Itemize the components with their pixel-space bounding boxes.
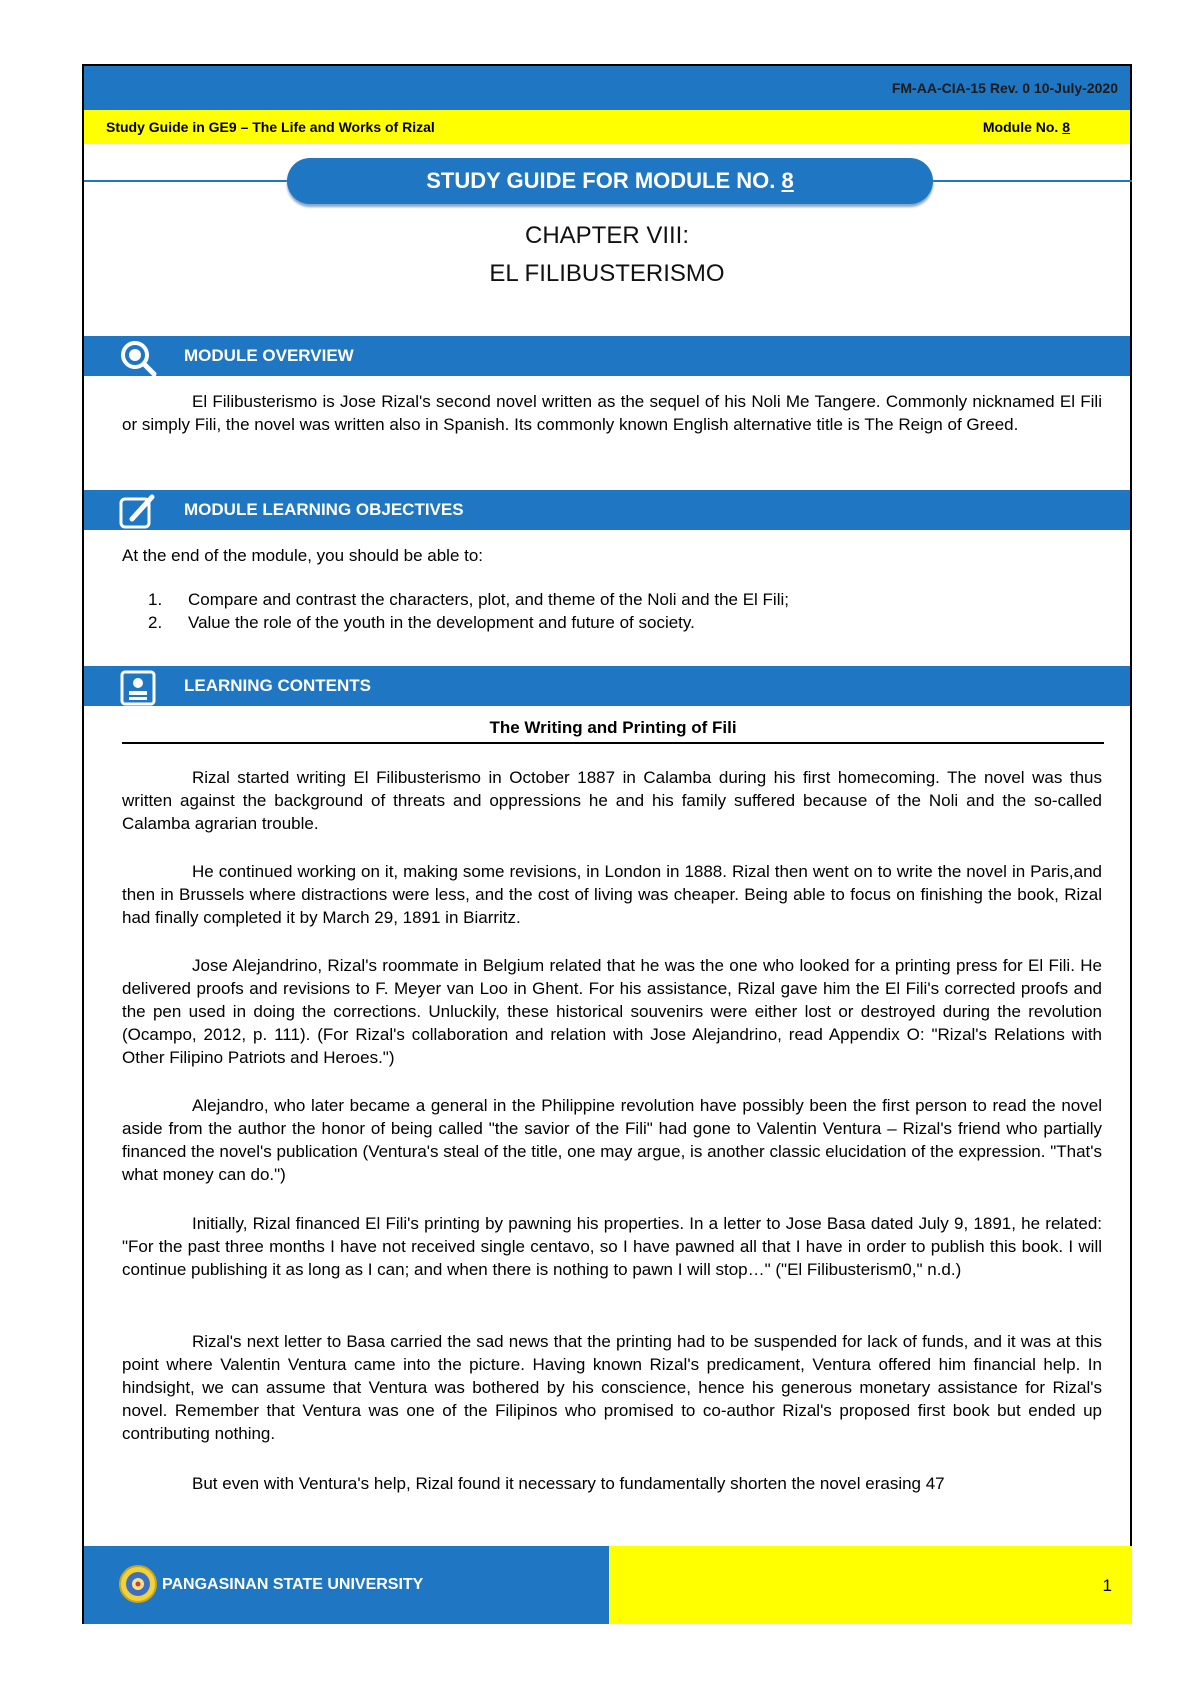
course-title: Study Guide in GE9 – The Life and Works of Rizal [106, 119, 435, 135]
banner-line-left [84, 180, 289, 182]
objectives-header [84, 490, 1130, 530]
subheading-rule [122, 742, 1104, 744]
content-paragraph: Alejandro, who later became a general in the Philippine revolution have possibly been the first person to read the novel aside from the author the honor of being called "the savior of the Fili" had gone to Valentin Ventura – Rizal's friend who partially financed the novel's publication (Ventura's steal of the title, one may argue, is another classic elucidation of the expression. "That's what money can do.") [122, 1096, 1102, 1184]
magnifier-icon [118, 338, 158, 378]
module-overview-header [84, 336, 1130, 376]
banner-line-right [931, 180, 1132, 182]
learning-contents-title: LEARNING CONTENTS [184, 676, 371, 695]
top-bar [84, 66, 1130, 110]
university-name: PANGASINAN STATE UNIVERSITY [162, 1576, 424, 1593]
course-bar [84, 110, 1130, 144]
form-code: FM-AA-CIA-15 Rev. 0 10-July-2020 [891, 80, 1118, 96]
module-number: 8 [1062, 119, 1070, 135]
content-paragraph: Initially, Rizal financed El Fili's printing by pawning his properties. In a letter to Jose Basa dated July 9, 1891, he related: "For the past three months I have not received single centavo, so I have pawned all that I have in order to publish this book. I will continue publishing it as long as I can; and when there is nothing to pawn I will stop…" ("El Filibusterism0," n.d.) [122, 1214, 1102, 1279]
chapter-number: CHAPTER VIII: [524, 222, 690, 249]
chapter-title: EL FILIBUSTERISMO [489, 260, 725, 287]
module-number-label: Module No. 8 [982, 119, 1070, 135]
content-paragraph: He continued working on it, making some revisions, in London in 1888. Rizal then went on to write the novel in Paris,and then in Brussels where distractions were less, and the cost of living was cheaper. Being able to focus on finishing the book, Rizal had finally completed it by March 29, 1891 in Biarritz. [122, 862, 1102, 927]
footer-page-bar [609, 1546, 1132, 1624]
objectives-list [148, 588, 789, 634]
content-paragraph: But even with Ventura's help, Rizal found it necessary to fundamentally shorten the novel erasing 47 [192, 1474, 945, 1493]
document-user-icon [118, 668, 158, 708]
university-seal-logo [118, 1564, 158, 1604]
overview-text: El Filibusterismo is Jose Rizal's second novel written as the sequel of his Noli Me Tangere. Commonly nicknamed El Fili or simply Fili, the novel was written also in Spanish. Its commonly known English alternative title is The Reign of Greed. [122, 392, 1102, 434]
content-paragraph: Rizal's next letter to Basa carried the sad news that the printing had to be suspended for lack of funds, and it was at this point where Valentin Ventura came into the picture. Having known Rizal's predicament, Ventura offered him financial help. In hindsight, we can assume that Ventura was bothered by his conscience, hence his generous monetary assistance for Rizal's novel. Remember that Ventura was one of the Filipinos who promised to co-author Rizal's proposed first book but ended up contributing nothing. [122, 1332, 1102, 1443]
pencil-edit-icon [118, 492, 158, 532]
module-overview-title: MODULE OVERVIEW [184, 346, 354, 365]
banner-module-number: 8 [781, 168, 794, 193]
objective-item: 2. Value the role of the youth in the development and future of society. [148, 613, 695, 632]
page-number: 1 [1102, 1576, 1112, 1595]
learning-contents-header [84, 666, 1130, 706]
footer-university-bar [84, 1546, 609, 1624]
study-guide-banner: STUDY GUIDE FOR MODULE NO. 8 [287, 158, 933, 204]
content-paragraph: Rizal started writing El Filibusterismo in October 1887 in Calamba during his first homecoming. The novel was thus written against the background of threats and oppressions he and his family suffered because of the Noli and the so-called Calamba agrarian trouble. [122, 768, 1102, 833]
section-subheading: The Writing and Printing of Fili [489, 718, 737, 737]
objectives-intro: At the end of the module, you should be able to: [122, 546, 484, 565]
page-frame [82, 64, 1132, 1624]
content-paragraph: Jose Alejandrino, Rizal's roommate in Belgium related that he was the one who looked for a printing press for El Fili. He delivered proofs and revisions to F. Meyer van Loo in Ghent. For his assistance, Rizal gave him the El Fili's corrected proofs and the pen used in doing the corrections. Unluckily, these historical souvenirs were either lost or destroyed during the revolution (Ocampo, 2012, p. 111). (For Rizal's collaboration and relation with Jose Alejandrino, read Appendix O: "Rizal's Relations with Other Filipino Patriots and Heroes.") [122, 956, 1102, 1067]
objectives-title: MODULE LEARNING OBJECTIVES [184, 500, 464, 519]
objective-item: 1. Compare and contrast the characters, plot, and theme of the Noli and the El Fili; [148, 590, 789, 609]
